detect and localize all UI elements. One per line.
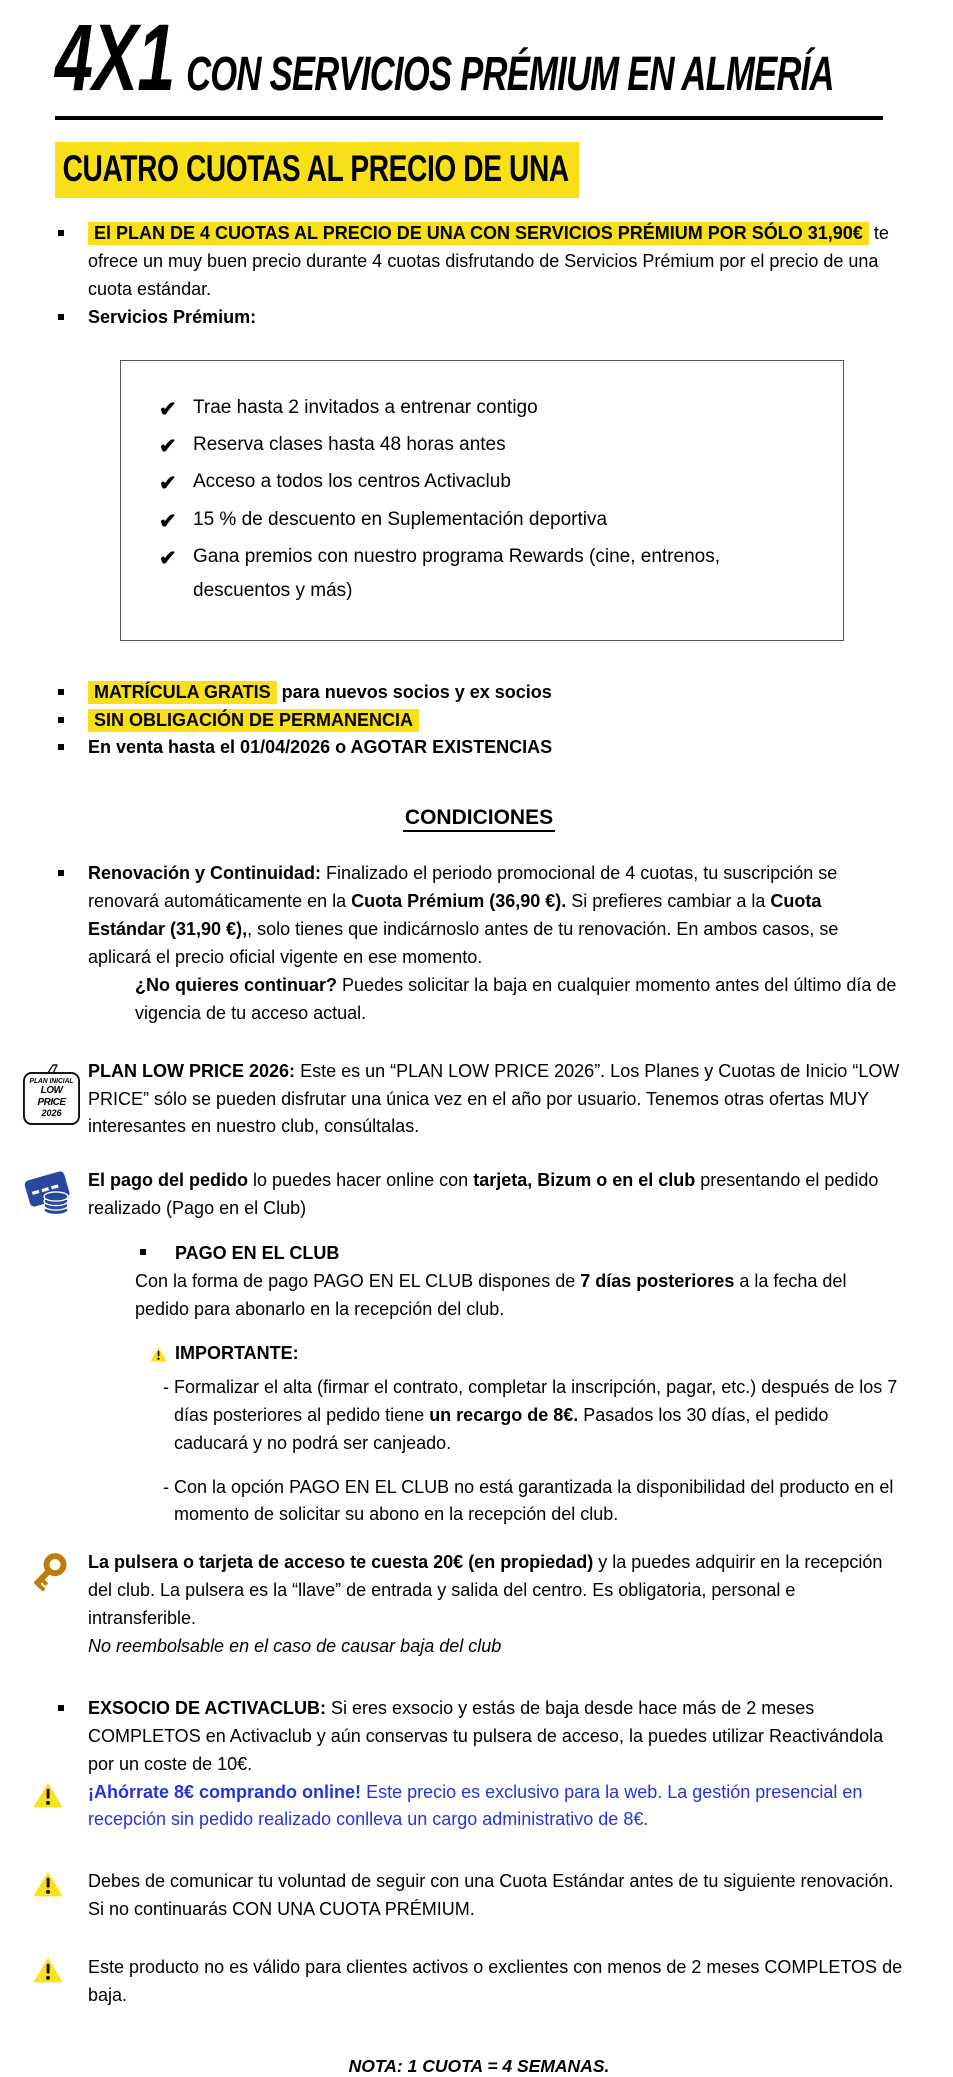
low-price-badge (23, 1072, 81, 1125)
venta-text: En venta hasta el 01/04/2026 o AGOTAR EXISTENCIAS (88, 737, 553, 758)
renovacion-text-2: Si prefieres cambiar a la (571, 891, 766, 912)
low-price-badge-icon (23, 1058, 88, 1142)
warning-triangle-icon (33, 1781, 63, 1808)
renovacion-text-1: Finalizado el periodo promocional de 4 cuotas, tu suscripción se renovará automáticamente en la (88, 863, 838, 912)
key-icon (23, 1549, 88, 1661)
pago-club-paragraph (135, 1268, 903, 1324)
pago-club-text-2: a la fecha del pedido para abonarlo en la recepción del club. (135, 1271, 847, 1320)
service-item (159, 428, 819, 465)
plan-rest: te ofrece un muy buen precio durante 4 cuotas disfrutando de Servicios Prémium por el precio de una cuota estándar. (88, 223, 889, 299)
services-bullet (55, 304, 903, 332)
importante-item1-text-2: Pasados los 30 días, el pedido caducará y no podrá ser canjeado. (174, 1404, 829, 1453)
pulsera-paragraph (88, 1549, 903, 1661)
warning-icon (33, 1868, 88, 1924)
pago-bold-metodos: tarjeta, Bizum o en el club (473, 1170, 696, 1191)
warning-triangle-icon (33, 1870, 63, 1897)
importante-heading: IMPORTANTE: (175, 1342, 299, 1363)
permanencia-bullet (55, 707, 903, 735)
service-label: Reserva clases hasta 48 horas antes (193, 433, 506, 455)
pago-label: El pago del pedido (88, 1170, 249, 1191)
warning-online-paragraph (88, 1779, 903, 1835)
service-item (159, 540, 819, 608)
pago-club-bold: 7 días posteriores (580, 1271, 735, 1292)
low-price-row (23, 1058, 903, 1142)
no-continuar-label: ¿No quieres continuar? (135, 974, 338, 995)
low-price-label: PLAN LOW PRICE 2026: (88, 1060, 296, 1081)
low-price-badge-box (23, 1072, 80, 1125)
matricula-highlight: MATRÍCULA GRATIS (88, 681, 277, 704)
check-icon: ✔ (159, 397, 177, 421)
low-price-paragraph (88, 1058, 903, 1142)
warning-row-online (33, 1779, 903, 1835)
check-icon: ✔ (159, 434, 177, 458)
importante-item-1 (150, 1374, 903, 1458)
condiciones-list (55, 860, 903, 972)
pulsera-row (23, 1549, 903, 1661)
service-item (159, 465, 819, 502)
venta-bullet (55, 734, 903, 762)
importante-item1-bold: un recargo de 8€. (429, 1404, 579, 1425)
renovacion-bullet (55, 860, 903, 972)
renovacion-bold-estandar: Cuota Estándar (31,90 €), (88, 891, 822, 940)
importante-item1-text-1: - Formalizar el alta (firmar el contrato, completar la inscripción, pagar, etc.) después de los 7 días posteriores al pedido tiene (163, 1376, 898, 1425)
plan-highlight: El PLAN DE 4 CUOTAS AL PRECIO DE UNA CON SERVICIOS PRÉMIUM POR SÓLO 31,90€ (88, 222, 869, 245)
pulsera-italic-note: No reembolsable en el caso de causar baja del club (88, 1635, 502, 1656)
matricula-rest: para nuevos socios y ex socios (281, 681, 552, 702)
badge-line-2: LOW PRICE (37, 1084, 66, 1108)
credit-card-icon (23, 1167, 88, 1226)
renovacion-bold-premium: Cuota Prémium (36,90 €). (351, 891, 567, 912)
page-title (55, 5, 834, 111)
pago-club-text-1: Con la forma de pago PAGO EN EL CLUB dispones de (135, 1271, 576, 1292)
pago-club-block (135, 1240, 903, 1324)
credit-card-coins-icon (23, 1169, 75, 1217)
low-price-text: Este es un “PLAN LOW PRICE 2026”. Los Planes y Cuotas de Inicio “LOW PRICE” sólo se pueden disfrutar una única vez en el año por usuario. Tenemos otras ofertas MUY interesantes en nuestro club, consúltalas. (88, 1060, 900, 1137)
warning-renovacion-line-1: Debes de comunicar tu voluntad de seguir con una Cuota Estándar antes de tu siguiente renovación. (88, 1871, 894, 1892)
plan-bullet (55, 220, 903, 304)
no-continuar-text: Puedes solicitar la baja en cualquier momento antes del último día de vigencia de tu acceso actual. (135, 974, 897, 1023)
pulsera-text: y la puedes adquirir en la recepción del club. La pulsera es la “llave” de entrada y salida del centro. Es obligatoria, personal e intransferible. (88, 1552, 883, 1629)
promo-list-2 (55, 679, 903, 763)
pulsera-bold: La pulsera o tarjeta de acceso te cuesta 20€ (en propiedad) (88, 1552, 594, 1573)
warning-renovacion-line-2: Si no continuarás CON UNA CUOTA PRÉMIUM. (88, 1899, 475, 1920)
check-icon: ✔ (159, 509, 177, 533)
pago-paragraph (88, 1167, 903, 1226)
exsocio-label: EXSOCIO DE ACTIVACLUB: (88, 1697, 327, 1718)
key-icon-svg (23, 1551, 69, 1597)
renovacion-label: Renovación y Continuidad: (88, 863, 322, 884)
importante-heading-row (150, 1340, 903, 1368)
warning-row-validez (33, 1954, 903, 2010)
service-label: 15 % de descuento en Suplementación deportiva (193, 508, 608, 530)
importante-item-2: - Con la opción PAGO EN EL CLUB no está garantizada la disponibilidad del producto en el momento de solicitar su abono en la recepción del club. (163, 1476, 894, 1525)
promo-heading: CUATRO CUOTAS AL PRECIO DE UNA (55, 142, 579, 198)
services-box (120, 360, 844, 641)
promo-list (55, 220, 903, 332)
importante-block (150, 1340, 903, 1529)
title-4x1: 4X1 (55, 5, 175, 111)
pago-row (23, 1167, 903, 1226)
warning-online-text: Este precio es exclusivo para la web. La gestión presencial en recepción sin pedido realizado conlleva un cargo administrativo de 8€. (88, 1781, 863, 1830)
warning-icon (33, 1954, 88, 2010)
warning-renovacion-paragraph (88, 1868, 903, 1924)
service-label: Acceso a todos los centros Activaclub (193, 471, 511, 493)
warning-validez-paragraph: Este producto no es válido para clientes activos o exclientes con menos de 2 meses COMPLETOS de baja. (88, 1957, 903, 2005)
warning-icon (33, 1779, 88, 1835)
no-continuar-paragraph (135, 972, 903, 1028)
warning-triangle-icon (33, 1956, 63, 1983)
title-underline (55, 116, 883, 120)
service-item (159, 391, 819, 428)
renovacion-text-3: , solo tienes que indicárnoslo antes de tu renovación. En ambos casos, se aplicará el precio oficial vigente en ese momento. (88, 919, 839, 968)
pago-text-2: presentando el pedido realizado (Pago en el Club) (88, 1170, 879, 1219)
services-label: Servicios Prémium: (88, 306, 257, 327)
warning-row-renovacion (33, 1868, 903, 1924)
exsocio-text: Si eres exsocio y estás de baja desde hace más de 2 meses COMPLETOS en Activaclub y aún conservas tu pulsera de acceso, la puedes utilizar Reactivándola por un coste de 10€. (88, 1697, 884, 1774)
matricula-bullet (55, 679, 903, 707)
pago-club-heading: PAGO EN EL CLUB (135, 1240, 903, 1268)
footer-note: NOTA: 1 CUOTA = 4 SEMANAS. (348, 2055, 610, 2076)
badge-line-3: 2026 (41, 1108, 62, 1120)
check-icon: ✔ (159, 472, 177, 496)
permanencia-highlight: SIN OBLIGACIÓN DE PERMANENCIA (88, 709, 419, 732)
exsocio-bullet (55, 1695, 903, 1779)
condiciones-heading (55, 806, 903, 830)
pago-text-1: lo puedes hacer online con (253, 1170, 469, 1191)
condiciones-heading-text: CONDICIONES (403, 806, 555, 832)
warning-icon (150, 1346, 167, 1362)
check-icon: ✔ (159, 547, 177, 571)
title-subtitle: CON SERVICIOS PRÉMIUM EN ALMERÍA (186, 48, 834, 101)
exsocio-list (55, 1695, 903, 1779)
service-item (159, 503, 819, 540)
warning-online-bold: ¡Ahórrate 8€ comprando online! (88, 1781, 362, 1802)
service-label: Gana premios con nuestro programa Rewards (cine, entrenos, descuentos y más) (193, 546, 720, 601)
service-label: Trae hasta 2 invitados a entrenar contigo (193, 396, 538, 418)
badge-line-1: PLAN INICIAL (29, 1077, 74, 1085)
